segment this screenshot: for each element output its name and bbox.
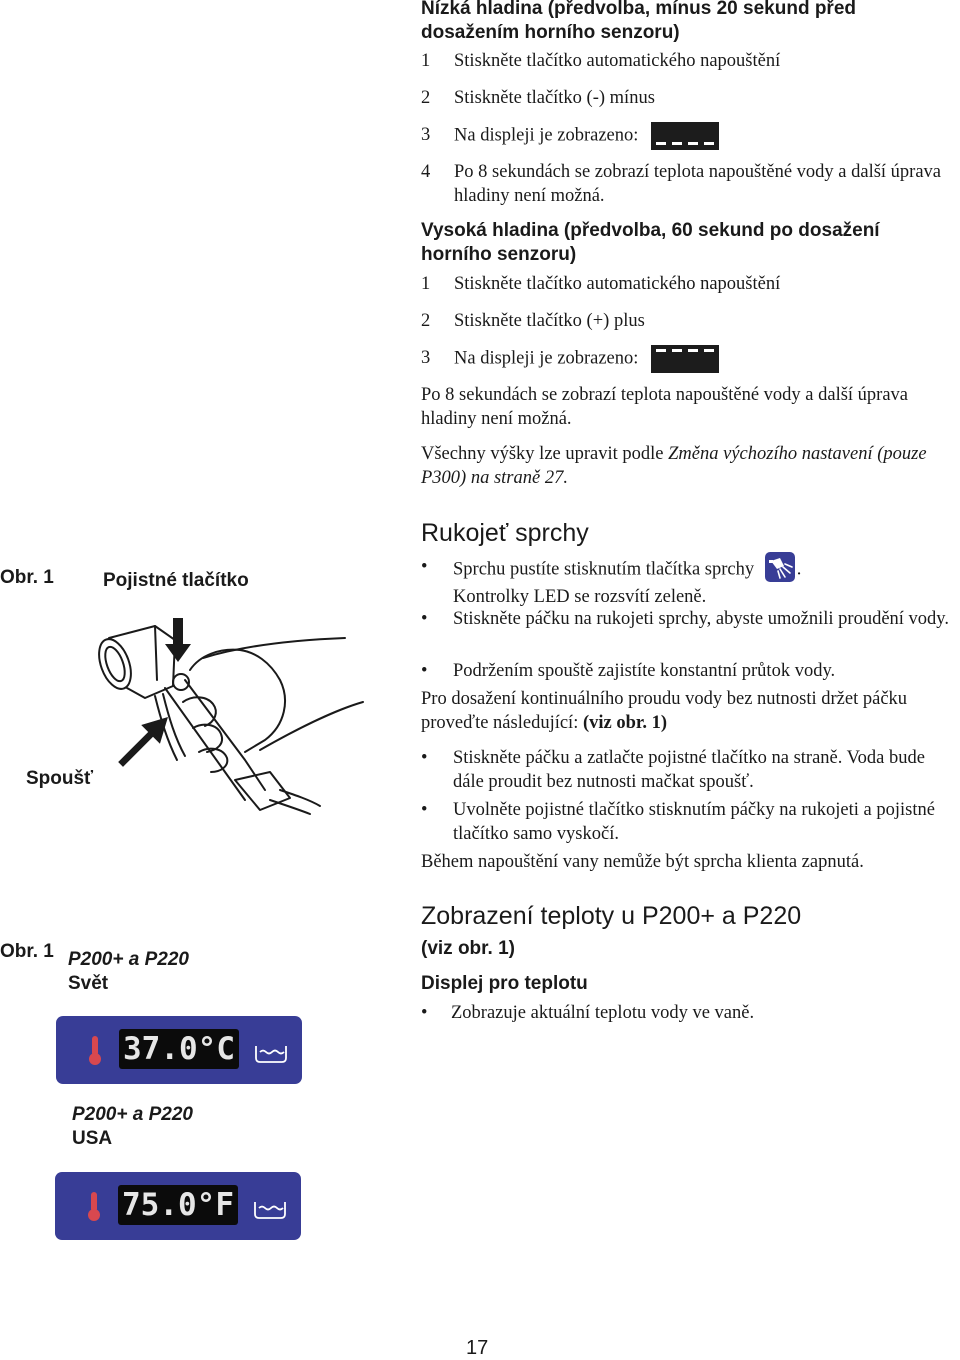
adjust-prefix: Všechny výšky lze upravit podle <box>421 444 669 464</box>
bullet-dot: • <box>421 1003 428 1023</box>
shower-final-note: Během napouštění vany nemůže být sprcha klienta zapnutá. <box>421 852 864 872</box>
step-text: Po 8 sekundách se zobrazí teplota napouštěné vody a další úprava hladiny není možná. <box>454 162 942 206</box>
bullet-end: . <box>796 559 802 580</box>
shower-bullet-5 <box>421 798 951 846</box>
step-number: 1 <box>421 274 431 294</box>
world-temperature-panel <box>56 1016 302 1084</box>
continuous-reference: (viz obr. 1) <box>582 713 668 733</box>
temp-display-reference: (viz obr. 1) <box>421 938 515 959</box>
step-text: Na displeji je zobrazeno: <box>454 125 639 146</box>
bullet-dot: • <box>421 557 428 577</box>
lock-button-label: Pojistné tlačítko <box>103 570 249 591</box>
shower-bullet-3 <box>421 659 951 683</box>
shower-continuous-text <box>421 687 960 735</box>
trigger-label: Spoušť <box>26 768 94 789</box>
low-level-step-3 <box>421 122 951 150</box>
shower-bullet-2 <box>421 607 951 631</box>
bathtub-icon <box>252 1194 288 1220</box>
step-text: Stiskněte tlačítko (-) mínus <box>454 88 655 108</box>
world-caption-line-2: Svět <box>68 973 109 994</box>
step-number: 3 <box>421 348 431 369</box>
low-level-heading: Nízká hladina (předvolba, mínus 20 sekund před dosažením horního senzoru) <box>421 0 856 43</box>
trigger-arrow-icon <box>121 720 165 764</box>
low-level-step-4 <box>421 160 951 208</box>
shower-heading: Rukojeť sprchy <box>421 519 589 547</box>
bullet-dot: • <box>421 800 428 820</box>
temp-display-bullet <box>421 1001 951 1025</box>
low-level-step-1 <box>421 49 951 73</box>
bullet-text-2: Kontrolky LED se rozsvítí zeleně. <box>453 587 707 607</box>
page-number: 17 <box>466 1337 489 1359</box>
bullet-dot: • <box>421 661 428 681</box>
high-level-step-1 <box>421 272 951 296</box>
shower-bullet-1 <box>421 555 951 609</box>
bullet-text: Zobrazuje aktuální teplotu vody ve vaně. <box>451 1003 755 1023</box>
high-level-step-3 <box>421 345 951 373</box>
bullet-dot: • <box>421 609 428 629</box>
world-temperature-reading: 37.0°C <box>119 1029 239 1069</box>
bullet-text: Stiskněte páčku a zatlačte pojistné tlačítko na straně. Voda bude dále proudit bez nutnosti mačkat spoušť. <box>453 748 925 792</box>
high-level-step-2 <box>421 309 951 333</box>
world-caption-line-1: P200+ a P220 <box>68 949 189 970</box>
high-level-adjust <box>421 442 951 490</box>
step-number: 2 <box>421 311 431 331</box>
step-number: 1 <box>421 51 431 71</box>
step-text: Stiskněte tlačítko (+) plus <box>454 311 645 331</box>
continuous-text: Pro dosažení kontinuálního proudu vody bez nutnosti držet páčku proveďte následující: <box>421 689 908 733</box>
high-level-note: Po 8 sekundách se zobrazí teplota napouštěné vody a další úprava hladiny není možná. <box>421 385 909 429</box>
temp-display-heading: Zobrazení teploty u P200+ a P220 <box>421 902 802 930</box>
usa-caption-line-2: USA <box>72 1128 113 1149</box>
bullet-text: Sprchu pustíte stisknutím tlačítka sprchy <box>453 559 755 580</box>
low-level-display-icon <box>651 122 719 150</box>
thermometer-icon <box>88 1034 102 1066</box>
bullet-text: Podržením spouště zajistíte konstantní průtok vody. <box>453 661 836 681</box>
shower-button-icon <box>765 552 795 582</box>
figure-2-label: Obr. 1 <box>0 941 54 962</box>
temp-display-subheading: Displej pro teplotu <box>421 973 588 994</box>
bullet-text: Uvolněte pojistné tlačítko stisknutím páčky na rukojeti a pojistné tlačítko samo vyskočí. <box>453 800 935 844</box>
low-level-step-2 <box>421 86 951 110</box>
usa-caption-line-1: P200+ a P220 <box>72 1104 193 1125</box>
shower-bullet-4 <box>421 746 951 794</box>
high-level-display-icon <box>651 345 719 373</box>
figure-label: Obr. 1 <box>0 567 54 588</box>
usa-temperature-reading: 75.0°F <box>118 1185 238 1225</box>
step-number: 2 <box>421 88 431 108</box>
step-number: 3 <box>421 125 431 146</box>
usa-temperature-panel <box>55 1172 301 1240</box>
bathtub-icon <box>253 1038 289 1064</box>
bullet-dot: • <box>421 748 428 768</box>
thermometer-icon <box>87 1190 101 1222</box>
step-text: Na displeji je zobrazeno: <box>454 348 639 369</box>
shower-handle-illustration <box>95 600 365 815</box>
step-text: Stiskněte tlačítko automatického napouštění <box>454 274 781 294</box>
step-text: Stiskněte tlačítko automatického napouštění <box>454 51 781 71</box>
high-level-heading: Vysoká hladina (předvolba, 60 sekund po dosažení horního senzoru) <box>421 220 880 265</box>
lock-arrow-icon <box>165 618 191 662</box>
bullet-text: Stiskněte páčku na rukojeti sprchy, abyste umožnili proudění vody. <box>453 609 949 629</box>
step-number: 4 <box>421 162 431 182</box>
adjust-reference-link[interactable]: Změna výchozího nastavení (pouze P300) na straně 27. <box>421 444 927 488</box>
